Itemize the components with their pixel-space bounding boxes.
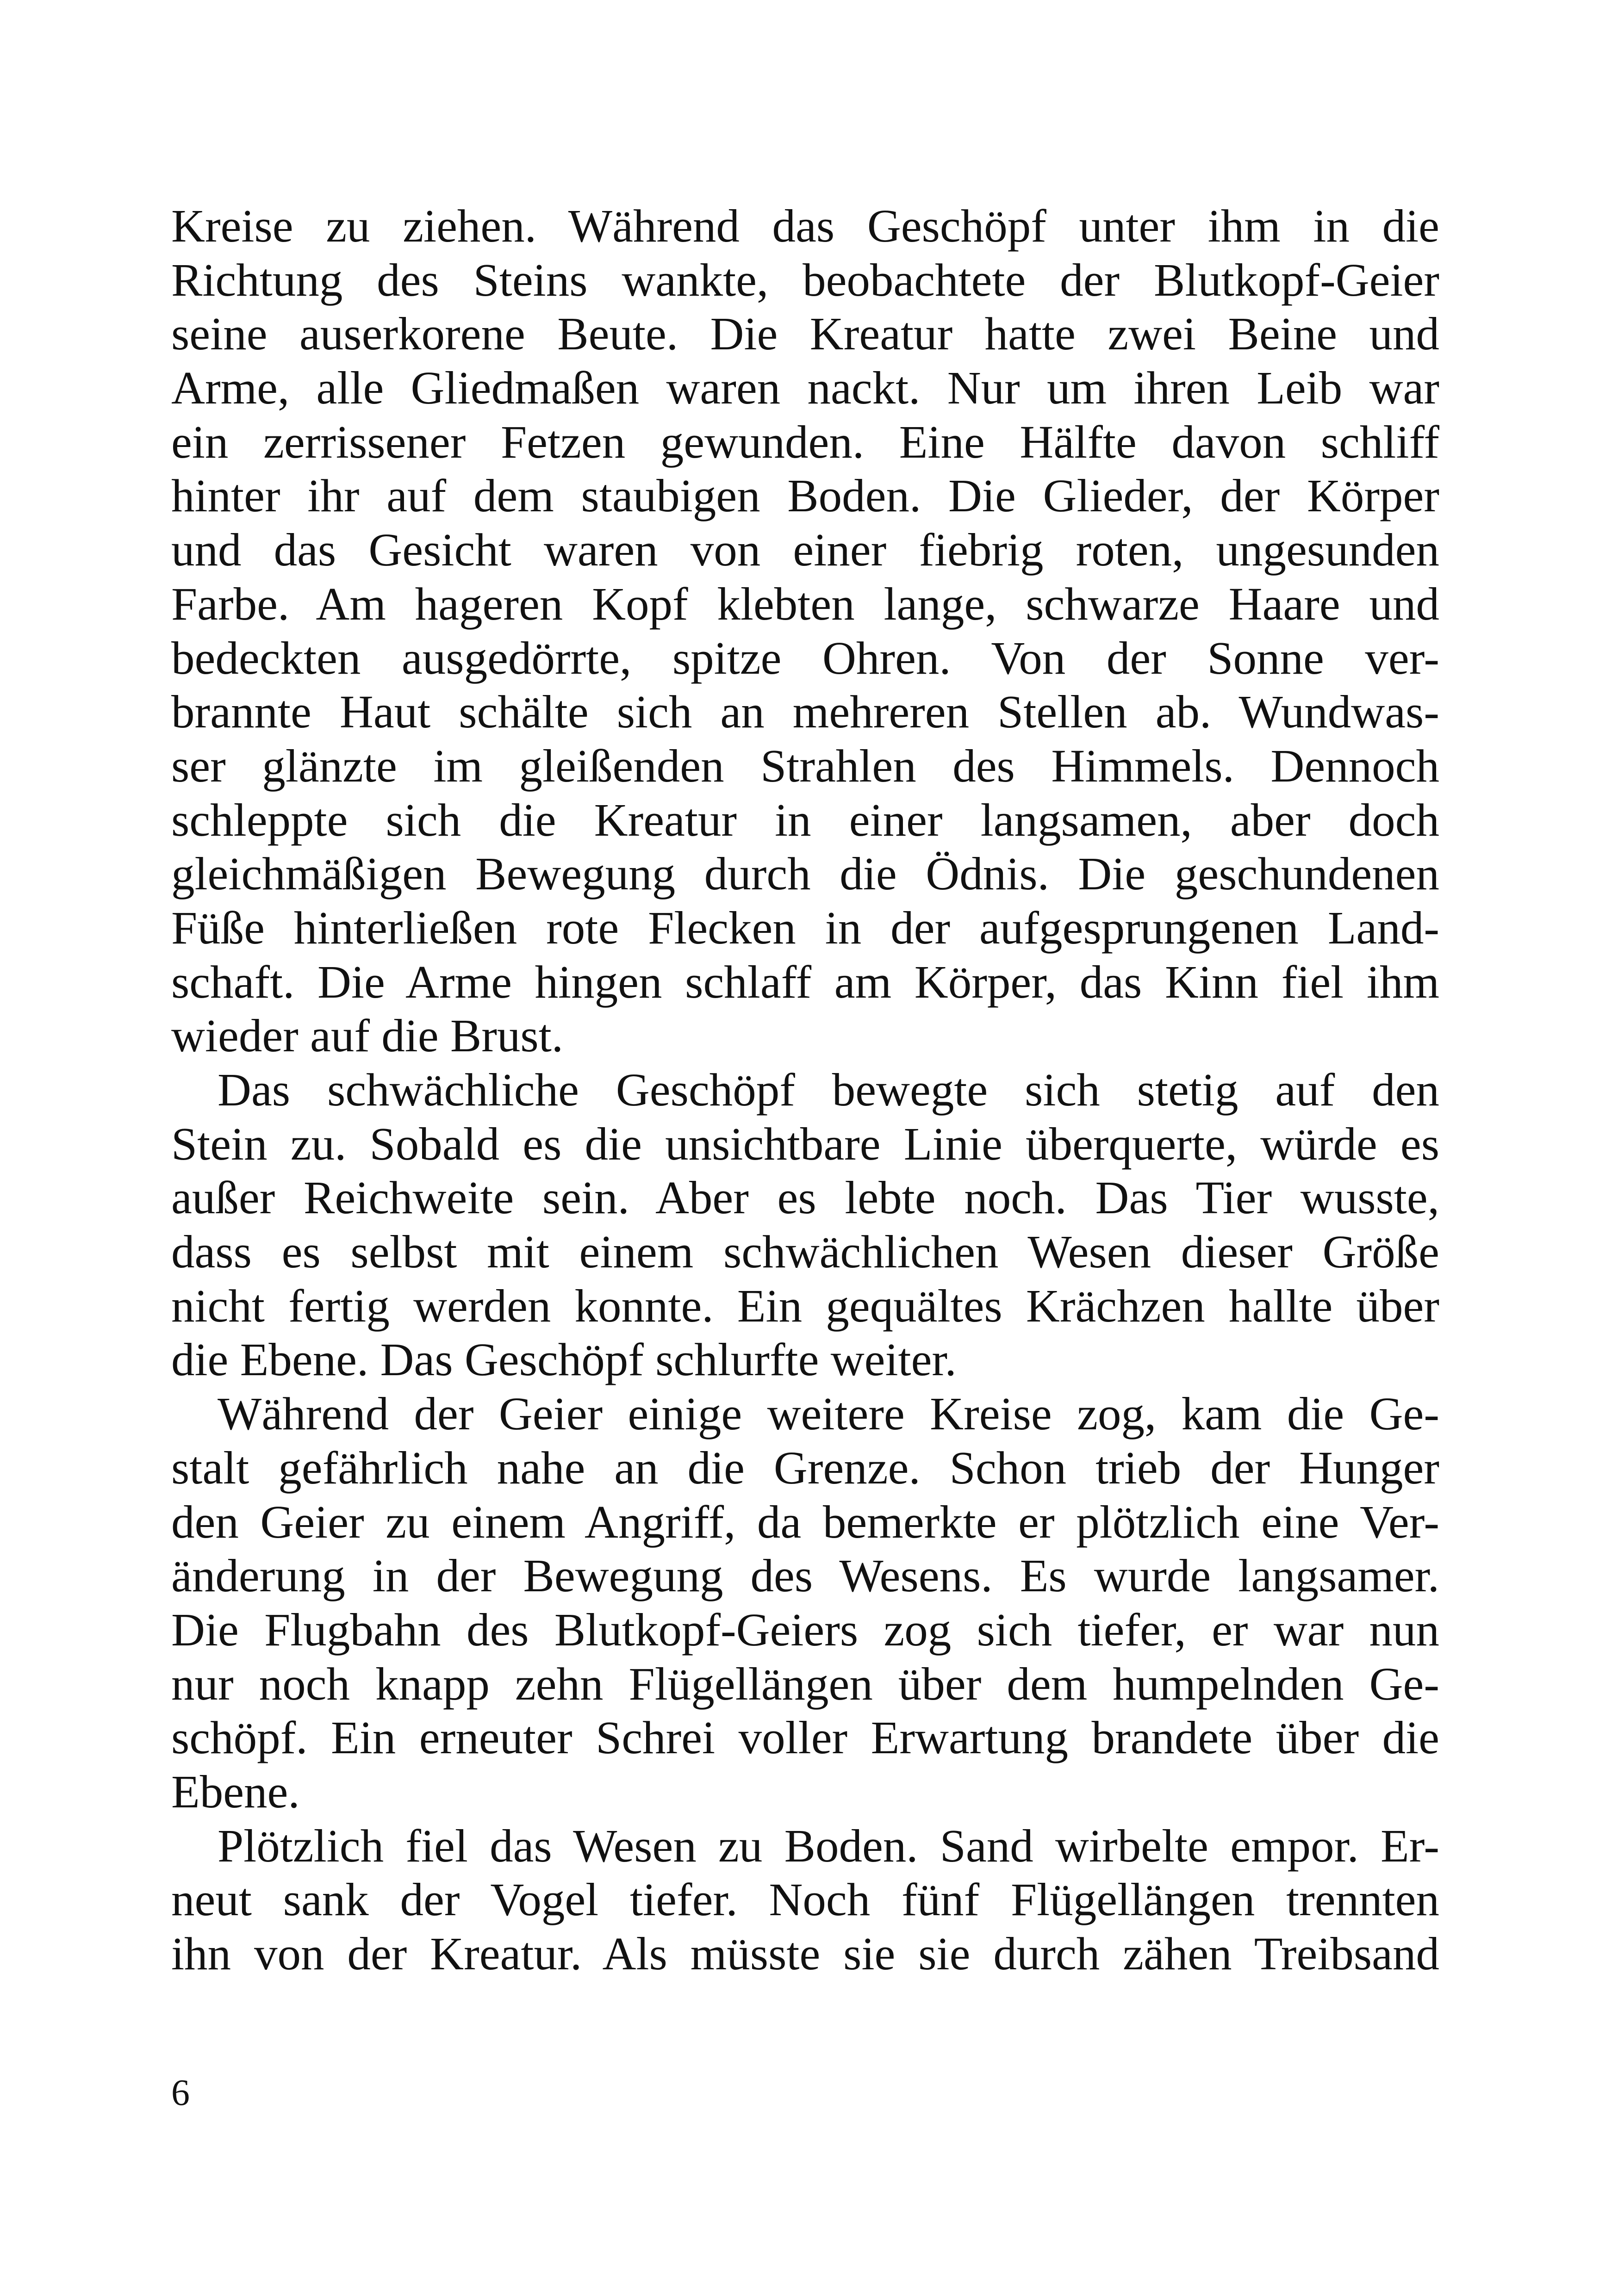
text-line: dass es selbst mit einem schwächlichen Wesen dieser Größe xyxy=(171,1226,1439,1278)
text-line: Kreise zu ziehen. Während das Geschöpf unter ihm in die xyxy=(171,200,1439,252)
text-line: änderung in der Bewegung des Wesens. Es wurde langsamer. xyxy=(171,1550,1439,1602)
text-line: gleichmäßigen Bewegung durch die Ödnis. Die geschundenen xyxy=(171,848,1439,900)
text-line: Arme, alle Gliedmaßen waren nackt. Nur um ihren Leib war xyxy=(171,362,1439,414)
text-line: den Geier zu einem Angriff, da bemerkte er plötzlich eine Ver- xyxy=(171,1496,1439,1548)
text-line: nur noch knapp zehn Flügellängen über dem humpelnden Ge- xyxy=(171,1657,1439,1710)
text-line: bedeckten ausgedörrte, spitze Ohren. Von der Sonne ver- xyxy=(171,632,1439,684)
text-line: die Ebene. Das Geschöpf schlurfte weiter. xyxy=(171,1334,957,1386)
text-line: ein zerrissener Fetzen gewunden. Eine Hälfte davon schliff xyxy=(171,416,1439,468)
text-line: brannte Haut schälte sich an mehreren Stellen ab. Wundwas- xyxy=(171,686,1439,738)
text-line: stalt gefährlich nahe an die Grenze. Schon trieb der Hunger xyxy=(171,1441,1439,1494)
text-line: hinter ihr auf dem staubigen Boden. Die Glieder, der Körper xyxy=(171,470,1439,522)
text-line: nicht fertig werden konnte. Ein gequältes Krächzen hallte über xyxy=(171,1279,1439,1332)
text-line: Das schwächliche Geschöpf bewegte sich stetig auf den xyxy=(218,1064,1439,1116)
text-line: Richtung des Steins wankte, beobachtete der Blutkopf-Geier xyxy=(171,254,1439,306)
text-line: seine auserkorene Beute. Die Kreatur hatte zwei Beine und xyxy=(171,308,1439,360)
text-line: Plötzlich fiel das Wesen zu Boden. Sand wirbelte empor. Er- xyxy=(218,1819,1439,1872)
page-number: 6 xyxy=(171,2073,190,2113)
text-line: Ebene. xyxy=(171,1765,300,1818)
text-line: ser glänzte im gleißenden Strahlen des Himmels. Dennoch xyxy=(171,739,1439,792)
text-line: Stein zu. Sobald es die unsichtbare Linie überquerte, würde es xyxy=(171,1117,1439,1170)
text-line: schöpf. Ein erneuter Schrei voller Erwartung brandete über die xyxy=(171,1712,1439,1764)
text-line: Farbe. Am hageren Kopf klebten lange, schwarze Haare und xyxy=(171,577,1439,630)
text-line: Füße hinterließen rote Flecken in der aufgesprungenen Land- xyxy=(171,901,1439,954)
text-line: neut sank der Vogel tiefer. Noch fünf Flügellängen trennten xyxy=(171,1874,1439,1926)
text-line: schleppte sich die Kreatur in einer langsamen, aber doch xyxy=(171,794,1439,846)
text-line: wieder auf die Brust. xyxy=(171,1010,564,1062)
text-line: Die Flugbahn des Blutkopf-Geiers zog sich tiefer, er war nun xyxy=(171,1603,1439,1656)
body-text xyxy=(171,199,1439,1981)
text-line: außer Reichweite sein. Aber es lebte noch. Das Tier wusste, xyxy=(171,1172,1439,1224)
text-line: Während der Geier einige weitere Kreise zog, kam die Ge- xyxy=(218,1388,1439,1440)
text-line: schaft. Die Arme hingen schlaff am Körper, das Kinn fiel ihm xyxy=(171,956,1439,1008)
text-line: und das Gesicht waren von einer fiebrig roten, ungesunden xyxy=(171,524,1439,576)
text-line: ihn von der Kreatur. Als müsste sie sie durch zähen Treibsand xyxy=(171,1928,1439,1980)
